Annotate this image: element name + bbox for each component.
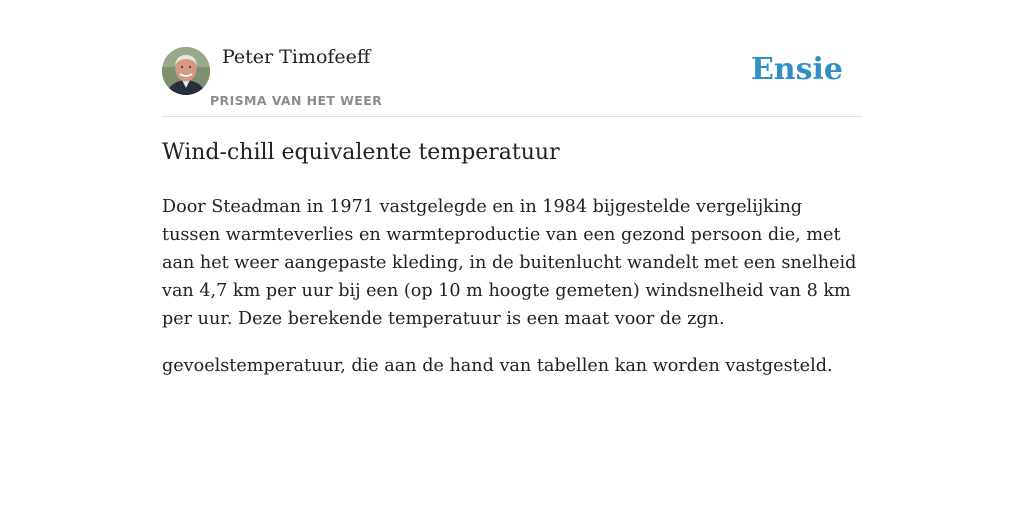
author-avatar[interactable] [162, 47, 210, 95]
article-body [162, 193, 862, 380]
avatar-portrait-image [162, 47, 210, 95]
ensie-logo[interactable]: Ensie [750, 52, 843, 87]
author-name[interactable]: Peter Timofeeff [222, 46, 371, 68]
author-header [162, 40, 862, 117]
author-source[interactable]: PRISMA VAN HET WEER [210, 93, 383, 108]
article-title: Wind-chill equivalente temperatuur [162, 140, 560, 165]
article-paragraph-2: gevoelstemperatuur, die aan de hand van tabellen kan worden vastgesteld. [162, 356, 833, 376]
article-paragraph-1: Door Steadman in 1971 vastgelegde en in 1984 bijgestelde vergelijking tussen warmteverlies en warmteproductie van een gezond persoon die, met aan het weer aangepaste kleding, in de buitenlucht wandelt met een snelheid van 4,7 km per uur bij een (op 10 m hoogte gemeten) windsnelheid van 8 km per uur. Deze berekende temperatuur is een maat voor de zgn. [162, 197, 857, 329]
